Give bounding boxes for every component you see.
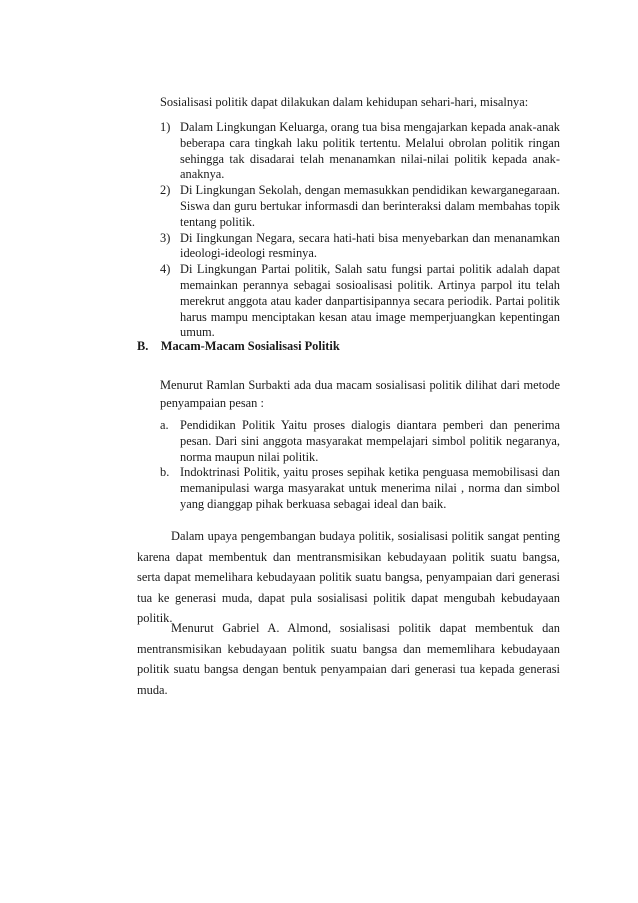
section-heading: [137, 338, 340, 354]
list-item: [160, 120, 560, 183]
alpha-list: [160, 418, 560, 513]
list-item-text: Di Lingkungan Partai politik, Salah satu fungsi partai politik adalah dapat memainkan perannya sebagai sosioalisasi politik. Artinya parpol itu telah merekrut anggota atau kader danpartisipannya secara periodik. Partai politik harus mampu menciptakan kesan atau image memperjuangkan kepentingan umum.: [180, 262, 560, 340]
list-item: [160, 262, 560, 341]
list-item-text: Di Iingkungan Negara, secara hati-hati bisa menyebarkan dan menanamkan ideologi-ideologi resminya.: [180, 230, 560, 261]
list-marker: 1): [160, 120, 171, 134]
list-marker: a.: [160, 418, 169, 432]
list-item-text: Di Lingkungan Sekolah, dengan memasukkan pendidikan kewarganegaraan. Siswa dan guru bertukar informasdi dan berinteraksi dalam membahas topik tentang politik.: [180, 183, 560, 229]
intro-text: Sosialisasi politik dapat dilakukan dalam kehidupan sehari-hari, misalnya:: [160, 95, 529, 109]
list-marker: 3): [160, 230, 171, 245]
list-item: [160, 231, 560, 263]
lead-text: Menurut Ramlan Surbakti ada dua macam sosialisasi politik dilihat dari metode penyampaian pesan :: [160, 378, 560, 410]
list-item-text: Dalam Lingkungan Keluarga, orang tua bisa mengajarkan kepada anak-anak beberapa cara tingkah laku politik tertentu. Melalui obrolan politik ringan sehingga tak disadarai telah menanamkan nilai-nilai politik kepada anak-anaknya.: [180, 120, 560, 182]
numbered-list: [160, 120, 560, 341]
list-item-text: Pendidikan Politik Yaitu proses dialogis diantara pemberi dan penerima pesan. Dari sini anggota masyarakat mempelajari simbol politik negaranya, norma maupun nilai politik.: [180, 418, 560, 464]
list-item: [160, 465, 560, 512]
section-label: B.: [137, 339, 149, 353]
body-paragraph: Dalam upaya pengembangan budaya politik, sosialisasi politik sangat penting karena dapat membentuk dan mentransmisikan kebudayaan politik suatu bangsa, serta dapat memelihara kebudayaan politik suatu bangsa, penyampaian dari generasi tua ke generasi muda, dapat pula sosialisasi politik dapat mengubah kebudayaan politik.: [137, 529, 560, 625]
list-marker: 2): [160, 183, 171, 198]
list-item-text: Indoktrinasi Politik, yaitu proses sepihak ketika penguasa memobilisasi dan memanipulasi warga masyarakat untuk menerima nilai , norma dan simbol yang dianggap pihak berkuasa sebagai ideal dan baik.: [180, 465, 560, 511]
body-paragraph: Menurut Gabriel A. Almond, sosialisasi politik dapat membentuk dan mentransmisikan kebudayaan politik suatu bangsa dan mememlihara kebudayaan politik suatu bangsa dengan bentuk penyampaian dari generasi tua kepada generasi muda.: [137, 621, 560, 697]
list-item: [160, 418, 560, 465]
section-title: Macam-Macam Sosialisasi Politik: [160, 339, 340, 353]
list-item: [160, 183, 560, 230]
list-marker: 4): [160, 262, 171, 277]
list-marker: b.: [160, 465, 170, 480]
